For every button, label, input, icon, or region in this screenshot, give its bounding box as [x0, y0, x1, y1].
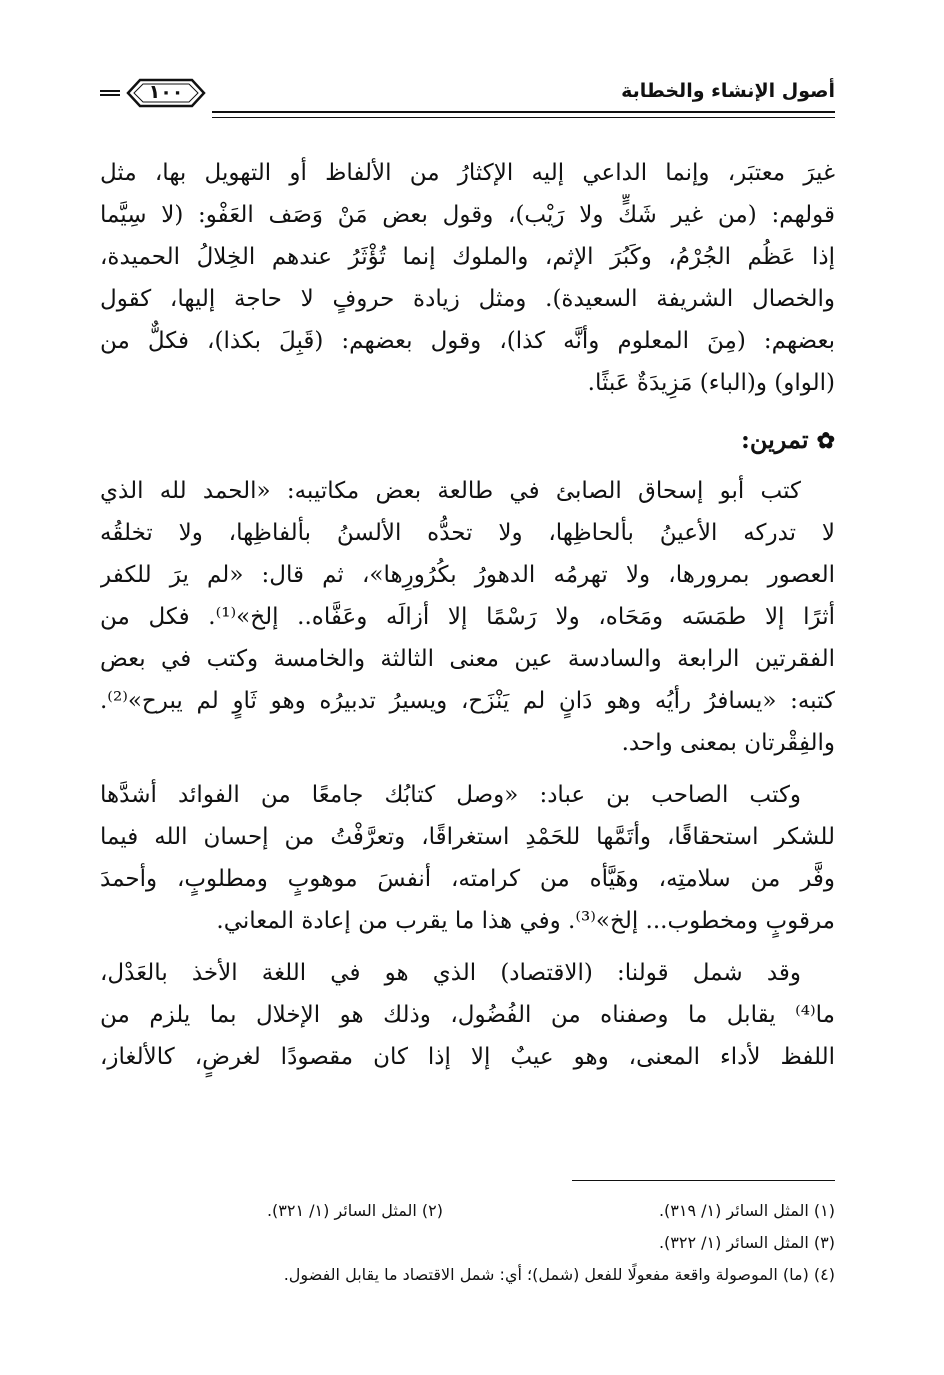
text-line: مرقوبٍ ومخطوب... إلخ»⁽³⁾. وفي هذا ما يقرب من إعادة المعاني.	[216, 908, 835, 934]
text-line: اللفظ لأداء المعنى، وهو عيبٌ إلا إذا كان مقصودًا لغرضٍ، كالألغاز،	[100, 1044, 835, 1070]
footnote-4: (٤) (ما) الموصولة واقعة مفعولًا للفعل (شمل)؛ أي: شمل الاقتصاد ما يقابل الفضول.	[283, 1265, 835, 1284]
footnote-2: (٢) المثل السائر (١/ ٣٢١).	[266, 1201, 443, 1220]
text-line: والخصال الشريفة السعيدة). ومثل زيادة حروفٍ لا حاجة إليها، كقول	[100, 286, 835, 312]
page-number-ornament	[124, 76, 208, 110]
header-rule	[212, 111, 835, 118]
exercise-paragraph-2	[100, 774, 835, 942]
footnote-rule	[572, 1180, 835, 1181]
text-line: الفقرتين الرابعة والسادسة عين معنى الثالثة والخامسة وكتب في بعض	[100, 646, 835, 672]
exercise-heading-label: تمرين:	[740, 425, 809, 454]
footnote-1: (١) المثل السائر (١/ ٣١٩).	[658, 1201, 835, 1220]
text-line: وكتب الصاحب بن عباد: «وصل كتابُك جامعًا من الفوائد أشدَّها	[100, 782, 801, 808]
footnote-row	[100, 1227, 835, 1259]
running-title: أصول الإنشاء والخطابة	[621, 80, 835, 102]
footnote-row	[100, 1195, 835, 1227]
exercise-heading	[100, 416, 835, 464]
flower-ornament-icon: ✿	[816, 428, 835, 454]
text-line: (الواو) و(الباء) مَزِيدَةٌ عَبثًا.	[587, 370, 835, 396]
exercise-paragraph-1	[100, 470, 835, 764]
exercise-paragraph-3	[100, 952, 835, 1078]
text-line: ما⁽⁴⁾ يقابل ما وصفناه من الفُضُول، وذلك هو الإخلال بما يلزم من	[100, 1002, 835, 1028]
paragraph-1	[100, 152, 835, 404]
main-text	[100, 152, 835, 1078]
text-line: كتب أبو إسحاق الصابئ في طالعة بعض مكاتيبه: «الحمد لله الذي	[100, 478, 801, 504]
header-dash-ornament	[100, 90, 120, 96]
text-line: للشكر استحقاقًا، وأتَمَّها للحَمْدِ استغراقًا، وتعرَّفْتُ من إحسان الله فيما	[100, 824, 835, 850]
text-line: إذا عَظُم الجُرْمُ، وكَبُرَ الإثم، والملوك إنما تُؤْثَرُ عندهم الخِلالُ الحميدة،	[100, 244, 835, 270]
page-header	[100, 74, 835, 122]
text-line: قولهم: (من غير شَكٍّ ولا رَيْب)، وقول بعض مَنْ وَصَف العَفْو: (لا سِيَّما	[100, 202, 835, 228]
footnote-row	[100, 1259, 835, 1291]
text-line: غيرَ معتبَر، وإنما الداعي إليه الإكثارُ من الألفاظ أو التهويل بها، مثل	[100, 160, 835, 186]
text-line: وقد شمل قولنا: (الاقتصاد) الذي هو في اللغة الأخذ بالعَدْل،	[100, 960, 801, 986]
text-line: العصور بمرورها، ولا تهرمُه الدهورُ بكُرُورِها»، ثم قال: «لم يرَ للكفر	[100, 562, 835, 588]
text-line: بعضهم: (مِنَ المعلوم وأنَّه كذا)، وقول بعضهم: (قَبِلَ بكذا)، فكلٌّ من	[100, 328, 835, 354]
footnote-3: (٣) المثل السائر (١/ ٣٢٢).	[658, 1233, 835, 1252]
text-line: أثرًا إلا طمَسَه ومَحَاه، ولا رَسْمًا إلا أزالَه وعَفَّاه.. إلخ»⁽¹⁾. فكل من	[100, 604, 835, 630]
text-line: وفَّر من سلامتِه، وهَيَّأه من كرامته، أنفسَ موهوبٍ ومطلوبٍ، وأحمدَ	[100, 866, 835, 892]
page-number: ١٠٠	[148, 81, 184, 103]
text-line: كتبه: «يسافرُ رأيُه وهو دَانٍ لم يَنْزَح، ويسيرُ تدبيرُه وهو ثَاوٍ لم يبرح»⁽²⁾.	[100, 688, 835, 714]
text-line: لا تدركه الأعينُ بألحاظِها، ولا تحدُّه الألسنُ بألفاظِها، ولا تخلقُه	[100, 520, 835, 546]
footnotes	[100, 1195, 835, 1291]
text-line: والفِقْرتان بمعنى واحد.	[621, 730, 835, 756]
